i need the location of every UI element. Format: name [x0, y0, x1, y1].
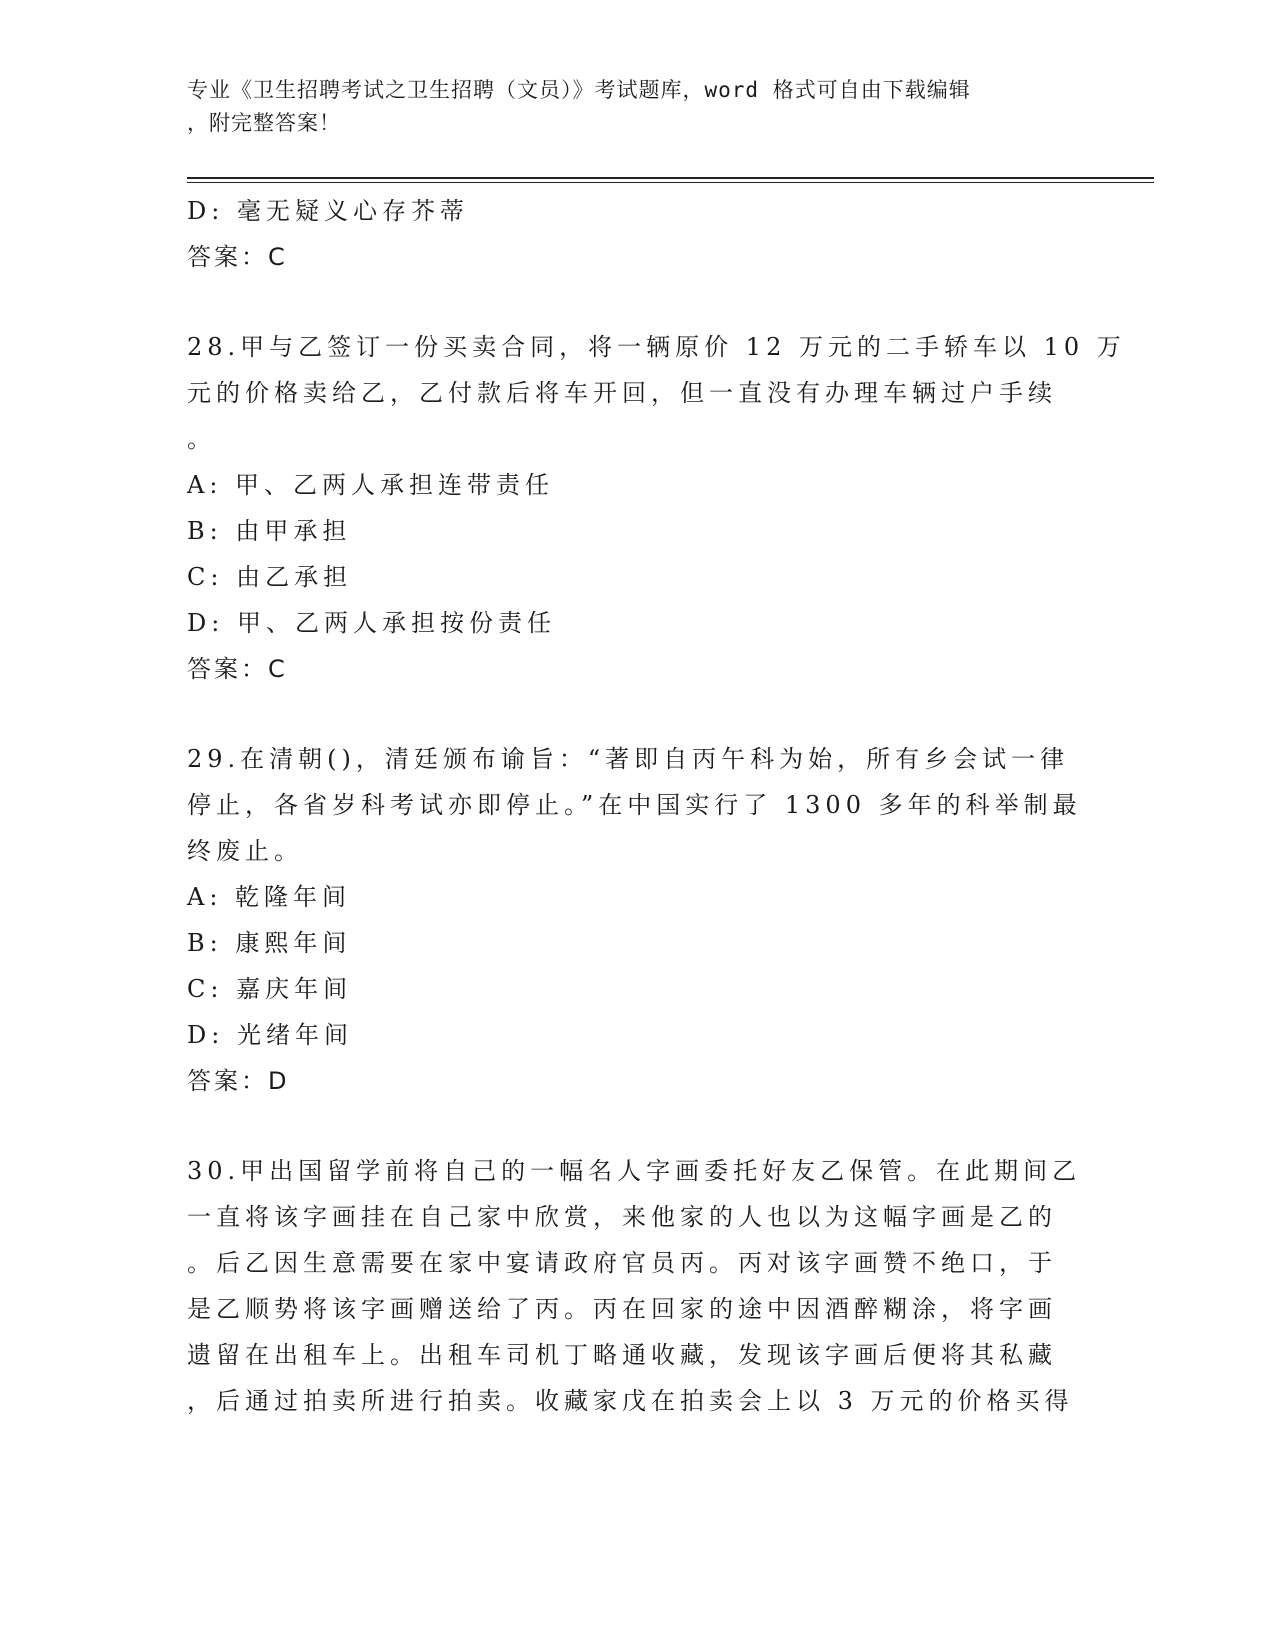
option-b: B: 康熙年间: [187, 929, 352, 957]
prev-answer: 答案：C: [187, 243, 288, 271]
question-text-line: 。: [187, 425, 216, 453]
question-text-line: 28.甲与乙签订一份买卖合同，将一辆原价 12 万元的二手轿车以 10 万: [187, 333, 1126, 361]
header-divider-thin: [187, 182, 1154, 183]
question-29: [187, 736, 1082, 1104]
spacer: [187, 280, 1067, 324]
prev-option-d: D: 毫无疑义心存芥蒂: [187, 197, 469, 225]
question-text-line: 29.在清朝()，清廷颁布谕旨：“著即自丙午科为始，所有乡会试一律: [187, 745, 1070, 773]
header-divider-thick: [187, 177, 1154, 179]
option-c: C: 嘉庆年间: [187, 975, 353, 1003]
option-d: D: 甲、乙两人承担按份责任: [187, 609, 556, 637]
question-text-line: 遗留在出租车上。出租车司机丁略通收藏，发现该字画后便将其私藏: [187, 1341, 1057, 1369]
question-30: [187, 1148, 1082, 1424]
option-a: A: 甲、乙两人承担连带责任: [187, 471, 555, 499]
answer: 答案：C: [187, 655, 288, 683]
document-header: [187, 74, 1087, 140]
option-d: D: 光绪年间: [187, 1021, 353, 1049]
answer: 答案：D: [187, 1067, 290, 1095]
option-b: B: 由甲承担: [187, 517, 352, 545]
question-28: [187, 324, 1126, 692]
document-body: [187, 188, 1126, 1424]
question-text-line: 是乙顺势将该字画赠送给了丙。丙在回家的途中因酒醉糊涂，将字画: [187, 1295, 1057, 1323]
question-text-line: 30.甲出国留学前将自己的一幅名人字画委托好友乙保管。在此期间乙: [187, 1157, 1082, 1185]
spacer: [187, 692, 1067, 736]
header-line-2: ，附完整答案！: [187, 111, 341, 135]
question-text-line: ，后通过拍卖所进行拍卖。收藏家戊在拍卖会上以 3 万元的价格买得: [187, 1387, 1074, 1415]
question-text-line: 。后乙因生意需要在家中宴请政府官员丙。丙对该字画赞不绝口，于: [187, 1249, 1057, 1277]
question-text-line: 元的价格卖给乙，乙付款后将车开回，但一直没有办理车辆过户手续: [187, 379, 1057, 407]
question-text-line: 停止，各省岁科考试亦即停止。”在中国实行了 1300 多年的科举制最: [187, 791, 1082, 819]
option-c: C: 由乙承担: [187, 563, 353, 591]
question-text-line: 终废止。: [187, 837, 303, 865]
option-a: A: 乾隆年间: [187, 883, 352, 911]
spacer: [187, 1104, 1067, 1148]
header-line-1: 专业《卫生招聘考试之卫生招聘（文员）》考试题库，word 格式可自由下载编辑: [187, 78, 971, 102]
question-text-line: 一直将该字画挂在自己家中欣赏，来他家的人也以为这幅字画是乙的: [187, 1203, 1057, 1231]
